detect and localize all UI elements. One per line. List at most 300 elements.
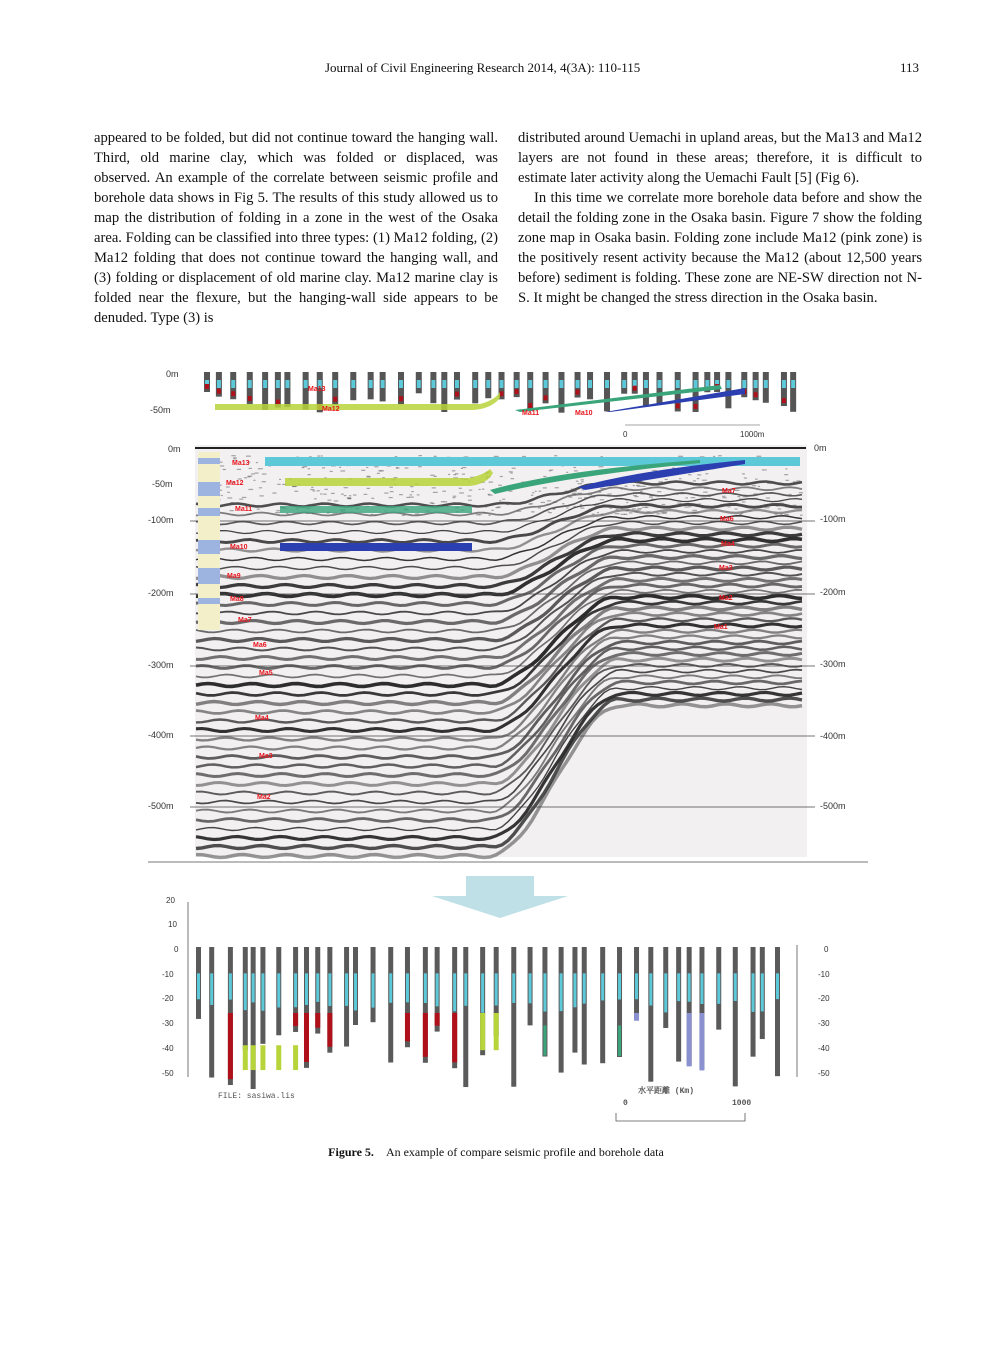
seismic-noise — [633, 495, 637, 496]
seismic-noise — [635, 496, 639, 497]
seismic-noise — [317, 455, 320, 456]
seismic-noise — [509, 491, 513, 492]
seismic-noise — [656, 513, 660, 514]
seismic-noise — [785, 468, 787, 469]
borehole-log-clay — [198, 540, 220, 554]
seismic-noise — [607, 493, 611, 494]
seismic-noise — [625, 486, 628, 487]
seismic-noise — [688, 474, 691, 475]
seismic-noise — [247, 476, 250, 477]
borehole-ma10 — [634, 1013, 639, 1021]
seismic-noise — [541, 502, 546, 503]
borehole-marine-clay — [436, 973, 439, 1006]
paragraph: appeared to be folded, but did not continue toward the hanging wall. Third, old marine clay, which was folded or displaced, was observed. An example of the correlate between seismic profile and borehole data shows in Fig 5. The results of this study allowed us to map the distribution of folding in a zone in the west of the Osaka area. Folding can be classified into three types: (1) Ma12 folding, (2) Ma12 folding that does not continue toward the hanging wall, and (3) folding or displacement of old marine clay. Ma12 marine clay is folded near the flexure, but the hanging-wall side appears to be denuded. Type (3) is — [94, 130, 498, 326]
borehole-marine-clay — [717, 973, 720, 1004]
seismic-noise — [242, 497, 247, 498]
borehole-clay — [423, 1013, 428, 1057]
seismic-noise — [722, 497, 726, 498]
seismic-noise — [657, 491, 661, 492]
borehole-column — [388, 947, 393, 1063]
seismic-noise — [483, 512, 486, 513]
seismic-noise — [374, 515, 376, 516]
depth-label: -400m — [820, 731, 846, 741]
seismic-noise — [253, 480, 255, 481]
seismic-noise — [543, 476, 546, 477]
layer-label: Ma6 — [720, 516, 734, 523]
seismic-noise — [344, 495, 347, 496]
seismic-noise — [257, 509, 260, 510]
seismic-noise — [752, 485, 756, 486]
seismic-noise — [348, 498, 351, 499]
seismic-noise — [482, 489, 484, 490]
seismic-noise — [595, 504, 598, 505]
seismic-noise — [691, 497, 696, 498]
layer-label: Ma5 — [259, 670, 273, 677]
seismic-noise — [311, 487, 313, 488]
layer-label: Ma2 — [257, 794, 271, 801]
seismic-noise — [259, 495, 263, 496]
layer-label: Ma12 — [322, 406, 340, 413]
seismic-noise — [553, 502, 557, 503]
borehole-marine-clay — [573, 973, 576, 1007]
borehole-column — [733, 947, 738, 1086]
depth-label: -100m — [148, 515, 174, 525]
borehole-marine-clay — [622, 380, 626, 388]
seismic-noise — [621, 488, 623, 489]
layer-label: Ma7 — [722, 488, 736, 495]
seismic-noise — [415, 513, 419, 514]
axis-label: -20 — [818, 994, 830, 1003]
borehole-column — [648, 947, 653, 1082]
seismic-noise — [522, 456, 526, 457]
borehole-column — [511, 947, 516, 1087]
borehole-clay — [455, 392, 459, 397]
seismic-noise — [494, 456, 499, 457]
seismic-noise — [244, 477, 247, 478]
seismic-noise — [568, 497, 572, 498]
borehole-marine-clay — [734, 973, 737, 1001]
axis-label: -40 — [818, 1044, 830, 1053]
seismic-noise — [499, 500, 501, 501]
borehole-marine-clay — [351, 380, 355, 388]
seismic-noise — [349, 495, 351, 496]
borehole-clay — [515, 389, 519, 394]
seismic-noise — [753, 493, 758, 494]
seismic-noise — [510, 472, 512, 473]
seismic-noise — [555, 487, 559, 488]
seismic-noise — [488, 494, 493, 495]
seismic-noise — [707, 507, 712, 508]
seismic-noise — [286, 513, 288, 514]
borehole-clay — [304, 1013, 309, 1062]
borehole-marine-clay — [455, 380, 459, 388]
borehole-marine-clay — [776, 973, 779, 999]
seismic-noise — [760, 505, 765, 506]
layer-label: Ma1 — [714, 624, 728, 631]
seismic-noise — [469, 490, 472, 491]
borehole-marine-clay — [252, 973, 255, 1002]
seismic-noise — [663, 512, 668, 513]
borehole-clay — [327, 1013, 332, 1047]
seismic-noise — [597, 512, 599, 513]
seismic-noise — [334, 500, 338, 501]
seismic-noise — [693, 480, 696, 481]
seismic-noise — [476, 514, 480, 515]
borehole-clay — [293, 1013, 298, 1026]
seismic-noise — [598, 503, 602, 504]
scale-title: 水平距離 (Km) — [638, 1087, 695, 1096]
seismic-noise — [324, 489, 327, 490]
borehole-marine-clay — [305, 973, 308, 1005]
seismic-noise — [758, 486, 760, 487]
seismic-noise — [461, 468, 463, 469]
seismic-noise — [684, 506, 688, 507]
borehole-marine-clay — [726, 380, 730, 388]
seismic-noise — [697, 478, 700, 479]
borehole-column — [643, 372, 649, 406]
seismic-noise — [713, 456, 715, 457]
seismic-noise — [410, 486, 413, 487]
depth-label: -200m — [820, 587, 846, 597]
seismic-noise — [647, 511, 651, 512]
seismic-noise — [220, 462, 223, 463]
layer-label: Ma8 — [230, 596, 244, 603]
seismic-noise — [275, 512, 280, 513]
seismic-noise — [441, 501, 444, 502]
depth-label: 0m — [166, 369, 179, 379]
seismic-noise — [580, 507, 584, 508]
borehole-marine-clay — [285, 380, 289, 388]
seismic-noise — [374, 466, 378, 467]
seismic-noise — [744, 477, 747, 478]
depth-label: -500m — [820, 801, 846, 811]
seismic-noise — [330, 471, 333, 472]
layer-label: Ma13 — [308, 386, 326, 393]
seismic-noise — [633, 492, 636, 493]
scale-bar — [616, 1113, 745, 1121]
seismic-noise — [580, 504, 582, 505]
borehole-clay — [231, 391, 235, 396]
borehole-marine-clay — [761, 973, 764, 1011]
seismic-noise — [679, 478, 682, 479]
seismic-noise — [608, 507, 611, 508]
seismic-noise — [367, 476, 370, 477]
borehole-log-clay — [198, 598, 220, 604]
seismic-noise — [793, 481, 796, 482]
borehole-marine-clay — [500, 380, 504, 388]
seismic-noise — [320, 493, 322, 494]
borehole-marine-clay — [217, 380, 221, 388]
seismic-noise — [279, 479, 281, 480]
borehole-marine-clay — [333, 380, 337, 388]
borehole-marine-clay — [442, 380, 446, 388]
seismic-noise — [793, 505, 797, 506]
seismic-noise — [592, 514, 595, 515]
borehole-marine-clay — [354, 973, 357, 1010]
seismic-noise — [609, 505, 612, 506]
seismic-noise — [418, 466, 422, 467]
borehole-log-clay — [198, 508, 220, 516]
depth-label: -400m — [148, 730, 174, 740]
paragraph: distributed around Uemachi in upland areas, but the Ma13 and Ma12 layers are not found in these areas; therefore, it is difficult to estimate later activity along the Uemachi Fault [5] (Fig 6). — [518, 130, 922, 186]
borehole-ma12 — [260, 1045, 265, 1070]
seismic-noise — [599, 466, 604, 467]
borehole-marine-clay — [231, 380, 235, 388]
borehole-marine-clay — [276, 380, 280, 388]
seismic-noise — [601, 514, 604, 515]
seismic-noise — [571, 489, 575, 490]
seismic-noise — [712, 507, 716, 508]
borehole-marine-clay — [248, 380, 252, 388]
seismic-noise — [629, 512, 633, 513]
seismic-noise — [434, 456, 437, 457]
borehole-marine-clay — [605, 380, 609, 388]
seismic-noise — [239, 499, 243, 500]
seismic-noise — [641, 486, 646, 487]
seismic-noise — [341, 494, 344, 495]
seismic-noise — [405, 467, 409, 468]
seismic-noise — [467, 495, 471, 496]
seismic-noise — [237, 469, 241, 470]
borehole-column — [604, 372, 610, 411]
seismic-noise — [701, 507, 704, 508]
seismic-noise — [707, 496, 711, 497]
scale-label: 0 — [623, 1099, 628, 1108]
borehole-clay — [333, 397, 337, 402]
layer-label: Ma3 — [719, 565, 733, 572]
borehole-marine-clay — [399, 380, 403, 388]
seismic-noise — [799, 492, 803, 493]
seismic-noise — [574, 491, 577, 492]
borehole-marine-clay — [486, 380, 490, 388]
axis-label: -50 — [818, 1069, 830, 1078]
seismic-noise — [756, 456, 761, 457]
seismic-noise — [624, 514, 627, 515]
borehole-column — [600, 947, 605, 1063]
seismic-noise — [455, 473, 458, 474]
seismic-noise — [227, 497, 232, 498]
seismic-noise — [626, 510, 629, 511]
borehole-marine-clay — [263, 380, 267, 388]
borehole-marine-clay — [791, 380, 795, 388]
borehole-marine-clay — [677, 973, 680, 1001]
seismic-noise — [231, 502, 234, 503]
borehole-marine-clay — [543, 973, 546, 1011]
seismic-noise — [433, 492, 438, 493]
seismic-noise — [323, 503, 327, 504]
depth-label: -500m — [148, 801, 174, 811]
seismic-noise — [778, 508, 781, 509]
seismic-noise — [453, 496, 457, 497]
borehole-marine-clay — [294, 973, 297, 1007]
seismic-noise — [396, 467, 400, 468]
seismic-noise — [511, 478, 514, 479]
seismic-noise — [442, 491, 446, 492]
seismic-noise — [588, 494, 592, 495]
seismic-noise — [649, 497, 653, 498]
axis-label: -20 — [162, 994, 174, 1003]
seismic-noise — [292, 486, 296, 487]
borehole-log-clay — [198, 568, 220, 584]
seismic-noise — [260, 505, 263, 506]
layer-label: Ma7 — [238, 617, 252, 624]
borehole-clay — [633, 386, 637, 391]
borehole-clay — [500, 391, 504, 396]
page-number: 113 — [900, 60, 920, 75]
borehole-column — [775, 947, 780, 1076]
depth-label: -50m — [150, 405, 171, 415]
seismic-noise — [498, 485, 502, 486]
borehole-marine-clay — [328, 973, 331, 1006]
seismic-noise — [371, 498, 374, 499]
seismic-noise — [364, 494, 368, 495]
seismic-noise — [637, 508, 642, 509]
borehole-marine-clay — [389, 973, 392, 1002]
seismic-noise — [785, 506, 788, 507]
borehole-marine-clay — [481, 973, 484, 1012]
axis-label: 0 — [174, 945, 179, 954]
seismic-noise — [737, 496, 740, 497]
borehole-clay — [694, 404, 698, 409]
seismic-noise — [543, 487, 547, 488]
seismic-noise — [739, 504, 742, 505]
seismic-noise — [255, 472, 259, 473]
caption-text: An example of compare seismic profile and borehole data — [385, 1145, 664, 1159]
borehole-marine-clay — [515, 380, 519, 388]
seismic-noise — [234, 457, 237, 458]
seismic-noise — [327, 500, 331, 501]
seismic-noise — [574, 470, 578, 471]
seismic-noise — [766, 497, 770, 498]
layer-label: Ma11 — [522, 410, 540, 417]
borehole-clay — [205, 384, 209, 389]
borehole-ma12 — [293, 1045, 298, 1070]
borehole-marine-clay — [464, 973, 467, 1005]
seismic-noise — [701, 497, 705, 498]
borehole-log-clay — [198, 482, 220, 496]
axis-label: 20 — [166, 896, 175, 905]
seismic-noise — [344, 487, 348, 488]
seismic-noise — [741, 513, 744, 514]
seismic-noise — [746, 482, 749, 483]
layer-label: Ma6 — [253, 642, 267, 649]
seismic-noise — [532, 492, 534, 493]
seismic-noise — [538, 507, 541, 508]
borehole-marine-clay — [229, 973, 232, 999]
caption-label: Figure 5. — [328, 1145, 374, 1159]
borehole-marine-clay — [752, 973, 755, 1012]
seismic-noise — [566, 507, 568, 508]
borehole-marine-clay — [742, 380, 746, 388]
borehole-ma11 — [543, 1025, 546, 1055]
axis-label: -10 — [162, 970, 174, 979]
borehole-clay — [544, 395, 548, 400]
borehole-marine-clay — [694, 380, 698, 388]
borehole-marine-clay — [244, 973, 247, 1010]
seismic-noise — [576, 481, 579, 482]
borehole-marine-clay — [688, 973, 691, 1001]
ma10-band — [280, 543, 472, 551]
seismic-noise — [506, 504, 509, 505]
borehole-clay — [315, 1013, 320, 1028]
borehole-ma11 — [618, 1025, 621, 1056]
seismic-noise — [703, 492, 708, 493]
seismic-noise — [764, 507, 769, 508]
seismic-noise — [636, 485, 640, 486]
seismic-noise — [462, 474, 465, 475]
seismic-noise — [785, 514, 789, 515]
seismic-noise — [502, 499, 505, 500]
seismic-noise — [479, 489, 481, 490]
seismic-noise — [749, 510, 751, 511]
borehole-column — [676, 947, 681, 1062]
paragraph: In this time we correlate more borehole data before and show the detail the folding zone in the Osaka basin. Figure 7 show the folding zone map in Osaka basin. Folding zone include Ma12 (pink zone) is the positively resent activity because the Ma12 (about 12,500 years before) sediment is folding. These zone are NE-SW direction not N-S. It might be changed the stress direction in the Osaka basin. — [518, 190, 922, 306]
layer-label: Ma11 — [235, 506, 253, 513]
seismic-noise — [259, 487, 262, 488]
borehole-clay — [576, 390, 580, 395]
borehole-clay — [452, 1013, 457, 1062]
seismic-noise — [535, 491, 537, 492]
borehole-marine-clay — [583, 973, 586, 1003]
seismic-noise — [411, 491, 414, 492]
seismic-noise — [600, 499, 604, 500]
seismic-noise — [378, 470, 382, 471]
seismic-noise — [294, 491, 298, 492]
seismic-noise — [651, 499, 655, 500]
borehole-marine-clay — [644, 380, 648, 388]
axis-label: 0 — [824, 945, 829, 954]
seismic-noise — [230, 510, 234, 511]
seismic-noise — [311, 513, 314, 514]
axis-label: -30 — [818, 1019, 830, 1028]
scale-label: 0 — [623, 430, 628, 439]
seismic-noise — [531, 511, 535, 512]
seismic-noise — [776, 505, 780, 506]
seismic-noise — [733, 483, 736, 484]
borehole-marine-clay — [560, 973, 563, 1011]
seismic-noise — [615, 513, 620, 514]
borehole-clay — [228, 1013, 233, 1079]
layer-label: Ma2 — [719, 595, 733, 602]
borehole-ma10 — [687, 1013, 692, 1066]
borehole-marine-clay — [417, 380, 421, 388]
seismic-noise — [755, 479, 758, 480]
seismic-noise — [581, 481, 583, 482]
borehole-marine-clay — [512, 973, 515, 1003]
seismic-noise — [256, 462, 258, 463]
borehole-marine-clay — [700, 973, 703, 1004]
borehole-clay — [217, 389, 221, 394]
seismic-noise — [246, 456, 251, 457]
borehole-marine-clay — [345, 973, 348, 1006]
seismic-noise — [762, 469, 767, 470]
seismic-noise — [384, 492, 388, 493]
depth-label: -300m — [820, 659, 846, 669]
seismic-noise — [276, 510, 280, 511]
seismic-noise — [291, 504, 294, 505]
borehole-clay — [248, 396, 252, 401]
seismic-noise — [692, 510, 697, 511]
down-arrow-icon — [432, 876, 568, 918]
borehole-marine-clay — [453, 973, 456, 1011]
seismic-noise — [565, 491, 569, 492]
borehole-marine-clay — [658, 380, 662, 388]
seismic-noise — [633, 485, 635, 486]
seismic-noise — [598, 492, 601, 493]
seismic-noise — [452, 470, 455, 471]
seismic-noise — [459, 488, 462, 489]
seismic-noise — [453, 503, 458, 504]
